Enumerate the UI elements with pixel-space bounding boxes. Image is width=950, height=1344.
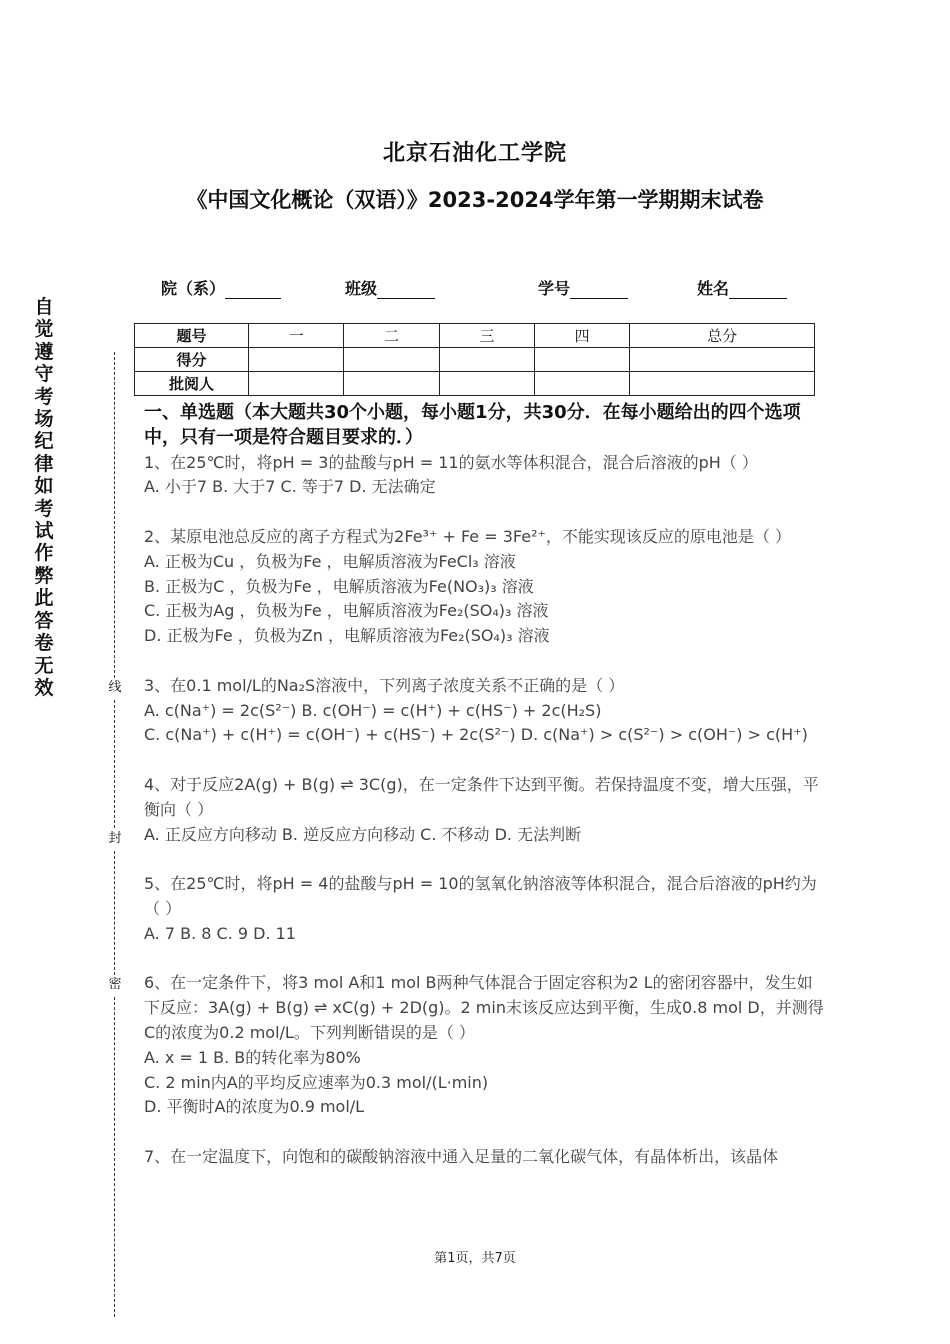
grader-row-label: 批阅人: [135, 372, 249, 396]
question-3: [144, 674, 824, 748]
binding-line-dashed: [114, 352, 115, 678]
question-options: A. 小于7 B. 大于7 C. 等于7 D. 无法确定: [144, 477, 436, 497]
question-1: [144, 451, 824, 501]
name-field: [697, 276, 787, 299]
question-option: A. 正极为Cu ，负极为Fe ，电解质溶液为FeCl₃ 溶液: [144, 551, 516, 571]
score-cell[interactable]: [249, 348, 344, 372]
question-option: D. 正极为Fe ，负极为Zn ，电解质溶液为Fe₂(SO₄)₃ 溶液: [144, 626, 550, 646]
score-cell[interactable]: [630, 348, 815, 372]
score-cell[interactable]: [534, 348, 629, 372]
question-options: A. 正反应方向移动 B. 逆反应方向移动 C. 不移动 D. 无法判断: [144, 824, 582, 844]
score-table: [134, 323, 815, 396]
question-stem: 7、在一定温度下，向饱和的碳酸钠溶液中通入足量的二氧化碳气体，有晶体析出，该晶体: [144, 1146, 779, 1166]
question-5: [144, 872, 824, 946]
dept-blank[interactable]: [225, 282, 281, 299]
binding-mark-seal: 封: [106, 831, 124, 847]
score-row: [135, 348, 815, 372]
student-id-blank[interactable]: [570, 282, 628, 299]
name-label: 姓名: [697, 279, 730, 298]
grader-cell[interactable]: [249, 372, 344, 396]
question-options: A. x = 1 B. B的转化率为80%: [144, 1047, 361, 1067]
question-stem: 1、在25℃时，将pH = 3的盐酸与pH = 11的氨水等体积混合，混合后溶液的pH（ ）: [144, 452, 758, 472]
class-field: [345, 276, 435, 299]
score-header-cell: 三: [439, 324, 534, 348]
question-stem: 3、在0.1 mol/L的Na₂S溶液中，下列离子浓度关系不正确的是（ ）: [144, 675, 625, 695]
question-stem: 6、在一定条件下，将3 mol A和1 mol B两种气体混合于固定容积为2 L的密闭容器中，发生如下反应：3A(g) + B(g) ⇌ xC(g) + 2D(g)。2 min末该反应达到平衡，生成0.8 mol D，并测得C的浓度为0.2 mol/L。下列判断错误的是（ ）: [144, 973, 824, 1042]
page-footer: 第1页，共7页: [434, 1251, 516, 1266]
question-option: C. 2 min内A的平均反应速率为0.3 mol/(L·min): [144, 1072, 489, 1092]
score-table-header-row: [135, 324, 815, 348]
section-title: 一、单选题（本大题共30个小题，每小题1分，共30分．在每小题给出的四个选项中，只有一项是符合题目要求的．）: [144, 402, 801, 448]
question-content: [144, 401, 824, 1195]
binding-mark-secret: 密: [106, 977, 124, 993]
binding-line-dashed: [114, 997, 115, 1317]
question-option: B. 正极为C ，负极为Fe ，电解质溶液为Fe(NO₃)₃ 溶液: [144, 576, 534, 596]
grader-cell[interactable]: [439, 372, 534, 396]
grader-cell[interactable]: [344, 372, 439, 396]
class-label: 班级: [345, 279, 378, 298]
score-header-cell: 一: [249, 324, 344, 348]
question-options: A. c(Na⁺) = 2c(S²⁻) B. c(OH⁻) = c(H⁺) + c(HS⁻) + 2c(H₂S): [144, 700, 602, 720]
binding-line-dashed: [114, 700, 115, 828]
question-2: [144, 525, 824, 649]
question-stem: 5、在25℃时，将pH = 4的盐酸与pH = 10的氢氧化钠溶液等体积混合，混合后溶液的pH约为（ ）: [144, 874, 817, 918]
grader-row: [135, 372, 815, 396]
grader-cell[interactable]: [630, 372, 815, 396]
dept-field: [161, 276, 281, 299]
score-cell[interactable]: [439, 348, 534, 372]
grader-cell[interactable]: [534, 372, 629, 396]
question-7: [144, 1145, 824, 1170]
binding-line-dashed: [114, 851, 115, 975]
exam-discipline-notice: 自觉遵守考场纪律如考试作弊此答卷无效: [34, 296, 54, 699]
question-stem: 2、某原电池总反应的离子方程式为2Fe³⁺ + Fe = 3Fe²⁺，不能实现该反应的原电池是（ ）: [144, 526, 792, 546]
exam-title: 《中国文化概论（双语）》2023-2024学年第一学期期末试卷: [186, 188, 764, 212]
class-blank[interactable]: [377, 282, 435, 299]
score-header-cell: 四: [534, 324, 629, 348]
question-option: D. 平衡时A的浓度为0.9 mol/L: [144, 1097, 365, 1117]
name-blank[interactable]: [729, 282, 787, 299]
question-options: C. c(Na⁺) + c(H⁺) = c(OH⁻) + c(HS⁻) + 2c(S²⁻) D. c(Na⁺) > c(S²⁻) > c(OH⁻) > c(H⁺): [144, 725, 808, 745]
question-options: A. 7 B. 8 C. 9 D. 11: [144, 923, 296, 943]
score-cell[interactable]: [344, 348, 439, 372]
score-header-cell: 二: [344, 324, 439, 348]
student-id-field: [538, 276, 628, 299]
student-id-label: 学号: [538, 279, 571, 298]
score-row-label: 得分: [135, 348, 249, 372]
binding-mark-line: 线: [106, 680, 124, 696]
question-4: [144, 773, 824, 847]
question-option: C. 正极为Ag ，负极为Fe ，电解质溶液为Fe₂(SO₄)₃ 溶液: [144, 601, 549, 621]
question-stem: 4、对于反应2A(g) + B(g) ⇌ 3C(g)，在一定条件下达到平衡。若保持温度不变，增大压强，平衡向（ ）: [144, 774, 819, 819]
dept-label: 院（系）: [161, 279, 226, 298]
school-name: 北京石油化工学院: [382, 141, 567, 166]
score-header-cell: 总分: [630, 324, 815, 348]
question-6: [144, 971, 824, 1120]
score-header-cell: 题号: [135, 324, 249, 348]
